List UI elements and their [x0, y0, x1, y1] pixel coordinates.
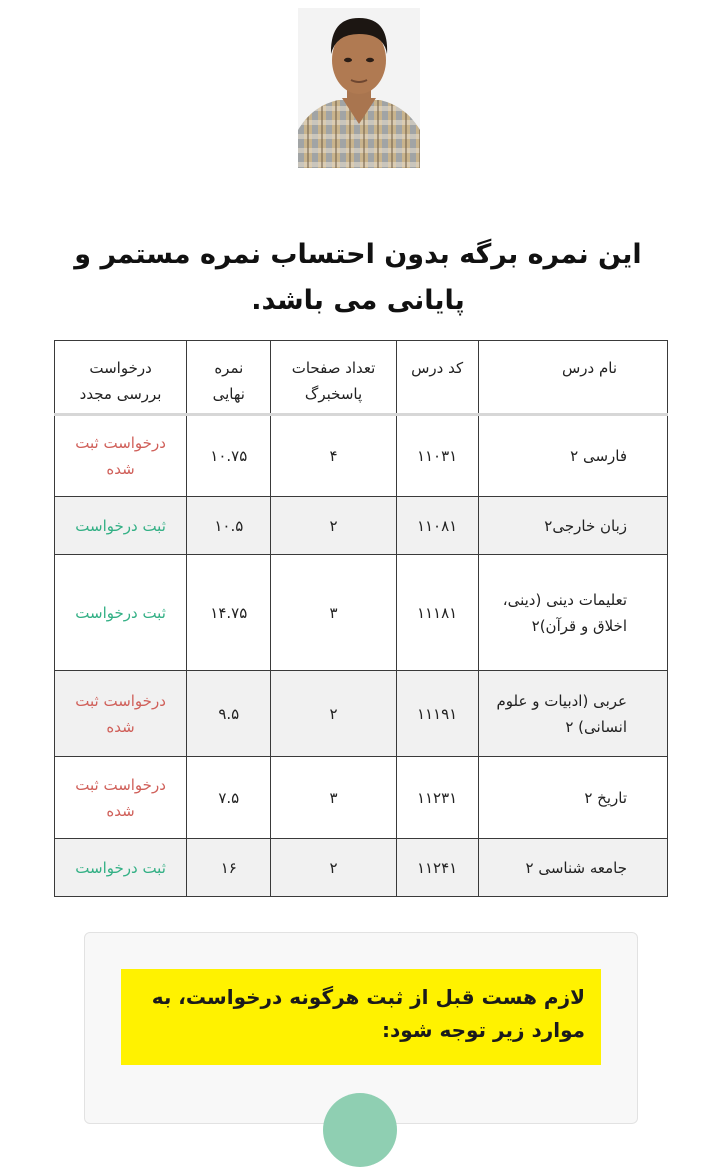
table-row [55, 497, 668, 555]
course-name: زبان خارجی۲ [478, 497, 667, 555]
submit-request-link[interactable]: ثبت درخواست [55, 839, 187, 897]
answer-pages: ۲ [271, 839, 396, 897]
student-photo [298, 8, 420, 168]
notice-highlight-text: لازم هست قبل از ثبت هرگونه درخواست، به موارد زیر توجه شود: [121, 969, 601, 1065]
final-grade: ۷.۵ [187, 757, 271, 839]
request-submitted-status: درخواست ثبت شده [55, 671, 187, 757]
grades-table [54, 340, 668, 897]
course-code: ۱۱۰۳۱ [396, 415, 478, 497]
answer-pages: ۲ [271, 671, 396, 757]
course-name: تاریخ ۲ [478, 757, 667, 839]
course-name: فارسی ۲ [478, 415, 667, 497]
notice-card [84, 932, 638, 1124]
final-grade: ۱۰.۵ [187, 497, 271, 555]
answer-pages: ۳ [271, 555, 396, 671]
table-header-row [55, 341, 668, 415]
final-grade: ۱۴.۷۵ [187, 555, 271, 671]
table-row [55, 555, 668, 671]
course-code: ۱۱۲۳۱ [396, 757, 478, 839]
final-grade: ۹.۵ [187, 671, 271, 757]
header-review-request: درخواست بررسی مجدد [55, 341, 187, 415]
course-code: ۱۱۲۴۱ [396, 839, 478, 897]
header-course-code: کد درس [396, 341, 478, 415]
table-row [55, 415, 668, 497]
course-code: ۱۱۰۸۱ [396, 497, 478, 555]
course-name: جامعه شناسی ۲ [478, 839, 667, 897]
header-course-name: نام درس [478, 341, 667, 415]
request-submitted-status: درخواست ثبت شده [55, 757, 187, 839]
page-title: این نمره برگه بدون احتساب نمره مستمر و پایانی می باشد. [74, 239, 642, 316]
answer-pages: ۲ [271, 497, 396, 555]
course-name: عربی (ادبیات و علوم انسانی) ۲ [478, 671, 667, 757]
request-submitted-status: درخواست ثبت شده [55, 415, 187, 497]
final-grade: ۱۶ [187, 839, 271, 897]
answer-pages: ۳ [271, 757, 396, 839]
table-row [55, 757, 668, 839]
course-code: ۱۱۱۹۱ [396, 671, 478, 757]
table-row [55, 671, 668, 757]
course-name: تعلیمات دینی (دینی، اخلاق و قرآن)۲ [478, 555, 667, 671]
header-final-grade: نمره نهایی [187, 341, 271, 415]
final-grade: ۱۰.۷۵ [187, 415, 271, 497]
course-code: ۱۱۱۸۱ [396, 555, 478, 671]
submit-request-link[interactable]: ثبت درخواست [55, 497, 187, 555]
header-answer-pages: تعداد صفحات پاسخبرگ [271, 341, 396, 415]
submit-request-link[interactable]: ثبت درخواست [55, 555, 187, 671]
circle-icon [323, 1093, 397, 1167]
table-row [55, 839, 668, 897]
answer-pages: ۴ [271, 415, 396, 497]
